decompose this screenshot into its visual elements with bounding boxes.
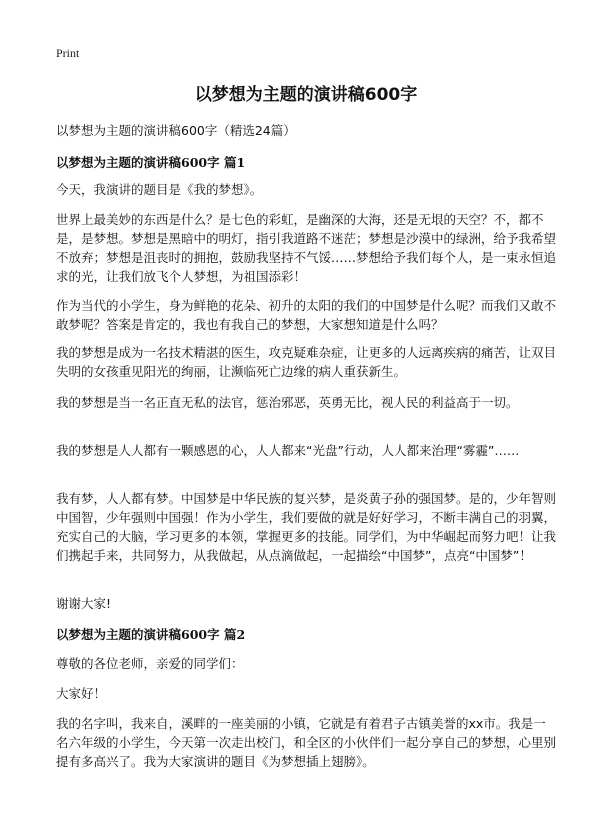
document-title: 以梦想为主题的演讲稿600字 [194,85,418,105]
paragraph: 作为当代的小学生，身为鲜艳的花朵、初升的太阳的我们的中国梦是什么呢？而我们又敢不敢梦呢？答案是肯定的，我也有我自己的梦想，大家想知道是什么吗？ [56,298,557,332]
document-subtitle: 以梦想为主题的演讲稿600字（精选24篇） [56,123,296,138]
section-heading-1: 以梦想为主题的演讲稿600字 篇1 [56,155,246,170]
section-heading-2: 以梦想为主题的演讲稿600字 篇2 [56,627,246,642]
paragraph: 我的梦想是当一名正直无私的法官，惩治邪恶，英勇无比，视人民的利益高于一切。 [56,395,519,410]
paragraph: 我的名字叫，我来自，溪畔的一座美丽的小镇，它就是有着君子古镇美誉的xx市。我是一名六年级的小学生，今天第一次走出校门，和全区的小伙伴们一起分享自己的梦想，心里别提有多高兴了。我为大家演讲的题目《为梦想插上翅膀》。 [56,716,557,769]
paragraph: 谢谢大家! [56,596,112,611]
paragraph: 世界上最美妙的东西是什么？是七色的彩虹，是幽深的大海，还是无垠的天空？不，都不是，是梦想。梦想是黑暗中的明灯，指引我道路不迷茫；梦想是沙漠中的绿洲，给予我希望不放弃；梦想是沮丧时的拥抱，鼓励我坚持不气馁……梦想给予我们每个人，是一束永恒追求的光，让我们放飞个人梦想，为祖国添彩！ [56,212,557,284]
paragraph: 我的梦想是人人都有一颗感恩的心，人人都来“光盘”行动，人人都来治理“雾霾”…… [56,443,520,458]
print-link[interactable]: Print [56,46,80,60]
paragraph: 我的梦想是成为一名技术精湛的医生，攻克疑难杂症，让更多的人远离疾病的痛苦，让双目失明的女孩重见阳光的绚丽，让濒临死亡边缘的病人重获新生。 [56,345,557,379]
paragraph: 大家好！ [56,686,107,701]
paragraph: 今天，我演讲的题目是《我的梦想》。 [56,182,263,197]
paragraph: 尊敬的各位老师，亲爱的同学们： [56,656,244,671]
paragraph: 我有梦，人人都有梦。中国梦是中华民族的复兴梦，是炎黄子孙的强国梦。是的，少年智则中国智，少年强则中国强！作为小学生，我们要做的就是好好学习，不断丰满自己的羽翼，充实自己的大脑，学习更多的本领，掌握更多的技能。同学们，为中华崛起而努力吧！让我们携起手来，共同努力，从我做起，从点滴做起，一起描绘“中国梦”，点亮“中国梦”！ [56,491,557,563]
